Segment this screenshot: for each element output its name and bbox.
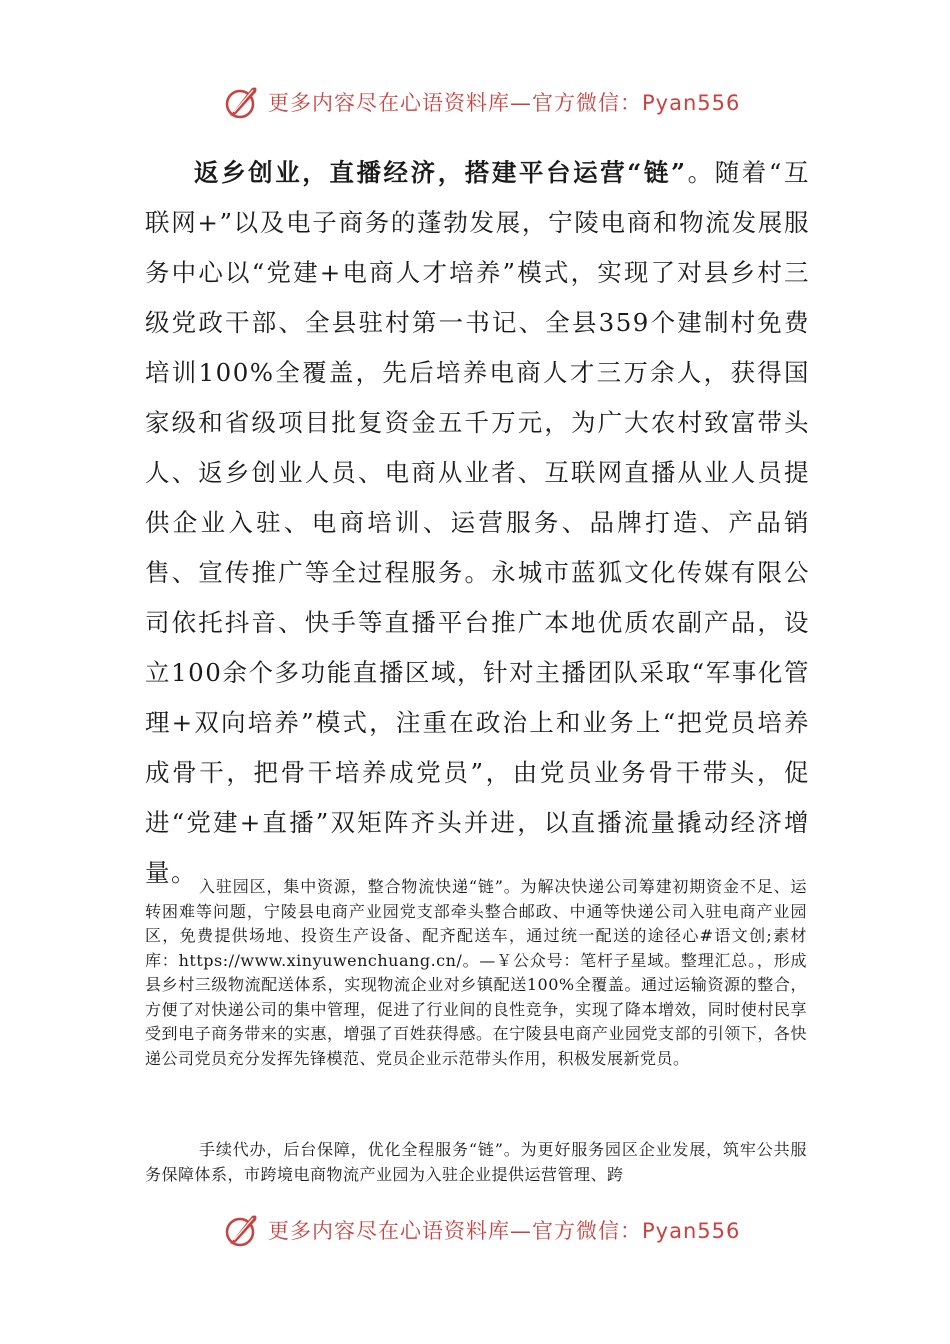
feather-pen-logo-icon (222, 82, 262, 122)
header-watermark-banner (222, 80, 740, 124)
paragraph-lead-heading: 返乡创业，直播经济，搭建平台运营“链” (194, 158, 687, 187)
footer-watermark-text: 更多内容尽在心语资料库—官方微信：Pyan556 (268, 1219, 741, 1243)
paragraph-service-chain: 手续代办，后台保障，优化全程服务“链”。为更好服务园区企业发展，筑牢公共服务保障体系，市跨境电商物流产业园为入驻企业提供运营管理、跨 (145, 1140, 807, 1184)
feather-pen-logo-icon (222, 1210, 262, 1250)
paragraph-logistics-chain: 入驻园区，集中资源，整合物流快递“链”。为解决快递公司筹建初期资金不足、运转困难等问题，宁陵县电商产业园党支部牵头整合邮政、中通等快递公司入驻电商产业园区，免费提供场地、投资生产设备、配齐配送车，通过统一配送的途径心#语文创;素材库：https://www.xinyuwenchuang.cn/。—￥公众号：笔杆子星域。整理汇总。，形成县乡村三级物流配送体系，实现物流企业对乡镇配送100%全覆盖。通过运输资源的整合，方便了对快递公司的集中管理，促进了行业间的良性竞争，实现了降本增效，同时使村民享受到电子商务带来的实惠，增强了百姓获得感。在宁陵县电商产业园党支部的引领下，各快递公司党员充分发挥先锋模范、党员企业示范带头作用，积极发展新党员。 (145, 877, 807, 1068)
paragraph-body: 。随着“互联网+”以及电子商务的蓬勃发展，宁陵电商和物流发展服务中心以“党建+电商人才培养”模式，实现了对县乡村三级党政干部、全县驻村第一书记、全县359个建制村免费培训100%全覆盖，先后培养电商人才三万余人，获得国家级和省级项目批复资金五千万元，为广大农村致富带头人、返乡创业人员、电商从业者、互联网直播从业人员提供企业入驻、电商培训、运营服务、品牌打造、产品销售、宣传推广等全过程服务。永城市蓝狐文化传媒有限公司依托抖音、快手等直播平台推广本地优质农副产品，设立100余个多功能直播区域，针对主播团队采取“军事化管理+双向培养”模式，注重在政治上和业务上“把党员培养成骨干，把骨干培养成党员”，由党员业务骨干带头，促进“党建+直播”双矩阵齐头并进，以直播流量撬动经济增量。 (145, 158, 810, 887)
footer-watermark-banner (222, 1208, 740, 1252)
header-watermark-text: 更多内容尽在心语资料库—官方微信：Pyan556 (268, 91, 741, 115)
paragraph-livestream-economy (145, 148, 810, 898)
